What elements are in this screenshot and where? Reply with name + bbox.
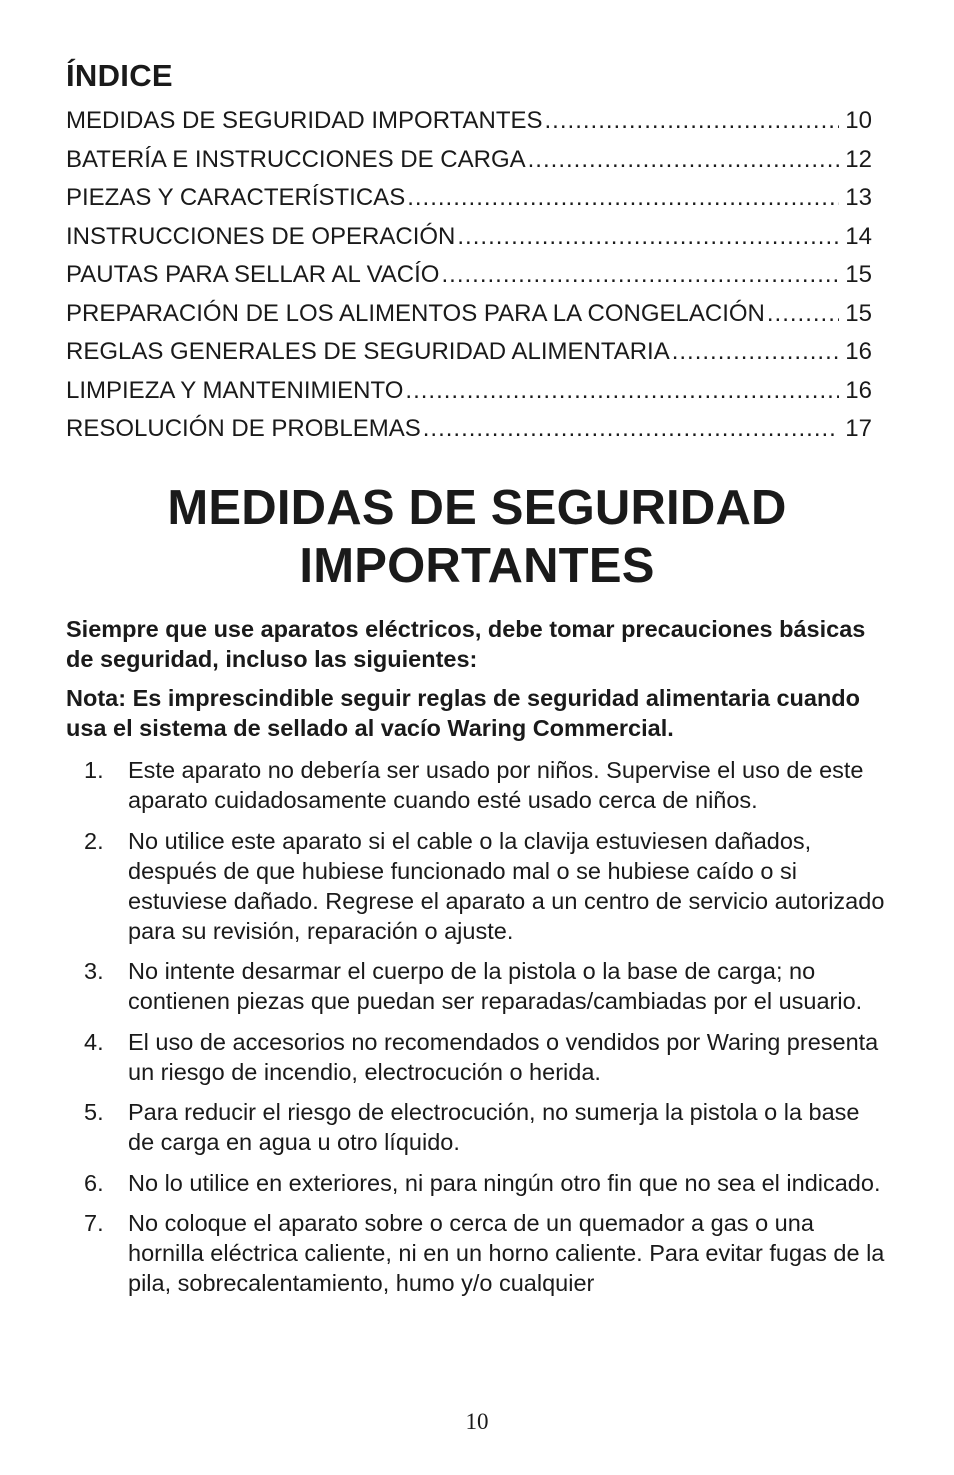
toc-dot-leader [545, 102, 839, 141]
toc-entry-title: PREPARACIÓN DE LOS ALIMENTOS PARA LA CONGELACIÓN [66, 299, 765, 327]
toc-entry[interactable] [66, 256, 872, 295]
toc-entry-page: 13 [845, 184, 872, 211]
toc-entry-title: PIEZAS Y CARACTERÍSTICAS [66, 184, 406, 211]
toc-entry[interactable] [66, 141, 872, 180]
list-item [66, 755, 888, 815]
rule-text: No intente desarmar el cuerpo de la pistola o la base de carga; no contienen piezas que puedan ser reparadas/cambiadas por el usuario. [128, 958, 863, 1014]
rule-number: 5. [84, 1099, 104, 1125]
toc-entry[interactable] [66, 295, 872, 334]
toc-entry[interactable] [66, 372, 872, 411]
toc-entry-page: 12 [845, 145, 872, 173]
toc-entry-page: 15 [845, 261, 872, 288]
toc-entry-page: 10 [845, 107, 872, 134]
rule-text: El uso de accesorios no recomendados o vendidos por Waring presenta un riesgo de incendio, electrocución o herida. [128, 1028, 879, 1085]
section-title-line-2: IMPORTANTES [299, 539, 655, 593]
intro-paragraph: Siempre que use aparatos eléctricos, debe tomar precauciones básicas de seguridad, incluso las siguientes: [66, 616, 866, 672]
rule-text: Este aparato no debería ser usado por niños. Supervise el uso de este aparato cuidadosamente cuando esté usado cerca de niños. [128, 757, 864, 813]
safety-rules-list [66, 755, 888, 1309]
toc-entry-title: INSTRUCCIONES DE OPERACIÓN [66, 222, 456, 250]
list-item [66, 1027, 888, 1087]
rule-text: Para reducir el riesgo de electrocución, no sumerja la pistola o la base de carga en agua u otro líquido. [128, 1099, 860, 1155]
rule-text: No coloque el aparato sobre o cerca de un quemador a gas o una hornilla eléctrica caliente, ni en un horno caliente. Para evitar fugas de la pila, sobrecalentamiento, humo y/o cualquier [128, 1210, 885, 1296]
toc-dot-leader [405, 372, 839, 411]
rule-text: No lo utilice en exteriores, ni para ningún otro fin que no sea el indicado. [128, 1169, 881, 1196]
toc-entry-page: 17 [845, 415, 872, 442]
rule-number: 6. [84, 1169, 104, 1196]
section-intro [66, 614, 888, 752]
toc-entry[interactable] [66, 102, 872, 141]
list-item [66, 956, 888, 1016]
toc-heading: ÍNDICE [66, 58, 173, 93]
section-title [0, 479, 954, 595]
toc-dot-leader [423, 410, 839, 449]
note-paragraph: Nota: Es imprescindible seguir reglas de seguridad alimentaria cuando usa el sistema de sellado al vacío Waring Commercial. [66, 685, 861, 741]
toc-entry-title: RESOLUCIÓN DE PROBLEMAS [66, 415, 421, 442]
list-item [66, 1097, 888, 1157]
list-item [66, 1168, 888, 1198]
toc-dot-leader [457, 218, 839, 257]
toc-entry-page: 14 [845, 222, 872, 250]
toc-entry-title: PAUTAS PARA SELLAR AL VACÍO [66, 261, 440, 288]
toc-entry-title: BATERÍA E INSTRUCCIONES DE CARGA [66, 145, 526, 173]
toc-dot-leader [441, 256, 839, 295]
rule-number: 1. [84, 757, 104, 783]
toc-dot-leader [767, 295, 839, 334]
toc-entry[interactable] [66, 410, 872, 449]
toc-entry[interactable] [66, 179, 872, 218]
rule-number: 4. [84, 1028, 104, 1055]
toc-entry[interactable] [66, 218, 872, 257]
list-item [66, 826, 888, 946]
toc-dot-leader [407, 179, 839, 218]
rule-number: 2. [84, 827, 104, 854]
rule-number: 7. [84, 1210, 104, 1236]
rule-number: 3. [84, 958, 104, 984]
toc-entry-title: LIMPIEZA Y MANTENIMIENTO [66, 376, 404, 404]
toc-dot-leader [672, 333, 839, 372]
toc-dot-leader [528, 141, 839, 180]
toc-entry-title: MEDIDAS DE SEGURIDAD IMPORTANTES [66, 107, 543, 134]
table-of-contents [66, 56, 872, 449]
toc-entry-page: 15 [845, 299, 872, 327]
toc-list [66, 102, 872, 449]
toc-entry-page: 16 [845, 376, 872, 404]
list-item [66, 1208, 888, 1298]
rule-text: No utilice este aparato si el cable o la clavija estuviesen dañados, después de que hubiese funcionado mal o se hubiese caído o si estuviese dañado. Regrese el aparato a un centro de servicio autorizado para su revisión, reparación o ajuste. [128, 827, 885, 944]
toc-entry[interactable] [66, 333, 872, 372]
toc-entry-page: 16 [845, 338, 872, 365]
section-title-line-1: MEDIDAS DE SEGURIDAD [167, 481, 787, 535]
toc-entry-title: REGLAS GENERALES DE SEGURIDAD ALIMENTARIA [66, 338, 670, 365]
page-number: 10 [465, 1409, 489, 1434]
